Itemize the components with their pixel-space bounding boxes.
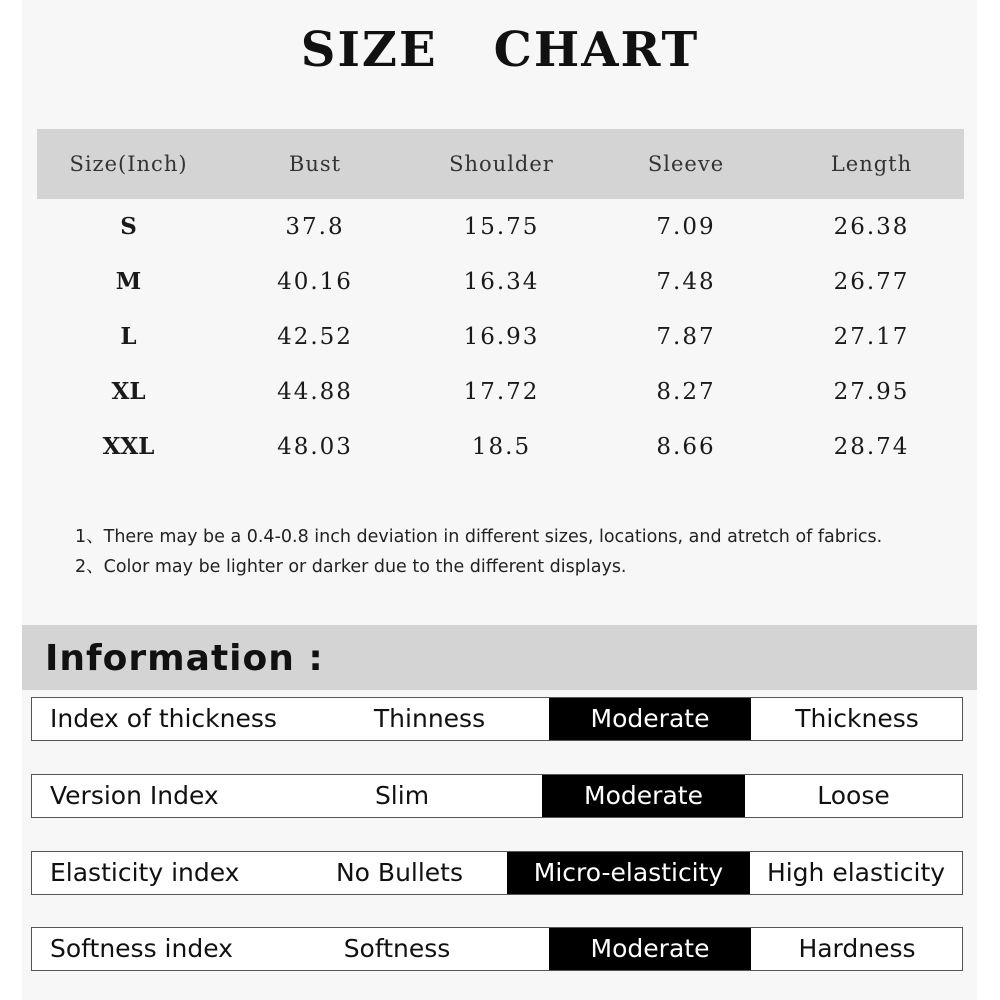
bust-cell: 40.16 (277, 268, 353, 295)
shoulder-cell: 17.72 (463, 378, 540, 405)
info-option: Thickness (795, 704, 919, 733)
bust-cell: 37.8 (285, 213, 345, 240)
sleeve-cell: 7.48 (656, 268, 716, 295)
bust-cell: 44.88 (277, 378, 353, 405)
info-option: Loose (817, 781, 890, 810)
info-row-thickness (31, 697, 963, 741)
table-row (37, 364, 964, 419)
table-header-row (37, 129, 964, 199)
length-cell: 26.38 (833, 213, 910, 240)
shoulder-cell: 18.5 (471, 433, 532, 460)
info-row-version (31, 774, 963, 818)
note-color: 2、Color may be lighter or darker due to the different displays. (75, 557, 627, 577)
shoulder-cell: 15.75 (463, 213, 540, 240)
table-row (37, 199, 964, 254)
length-cell: 27.95 (833, 378, 910, 405)
info-row-elasticity (31, 851, 963, 895)
info-label: Version Index (50, 781, 219, 810)
information-title: Information : (45, 638, 324, 679)
info-option: Slim (374, 781, 430, 810)
size-cell: S (120, 213, 137, 240)
header-shoulder: Shoulder (410, 129, 593, 199)
length-cell: 28.74 (833, 433, 910, 460)
note-deviation: 1、There may be a 0.4-0.8 inch deviation in different sizes, locations, and atretch of fabrics. (75, 527, 883, 547)
sleeve-cell: 7.09 (656, 213, 716, 240)
sleeve-cell: 8.27 (656, 378, 716, 405)
size-cell: M (115, 268, 142, 295)
info-option: Softness (343, 934, 451, 963)
size-cell: L (120, 323, 137, 350)
bust-cell: 48.03 (277, 433, 353, 460)
page-title: SIZE CHART (300, 22, 700, 78)
sleeve-cell: 8.66 (656, 433, 716, 460)
header-bust: Bust (220, 129, 410, 199)
bust-cell: 42.52 (277, 323, 353, 350)
info-label: Softness index (50, 934, 233, 963)
shoulder-cell: 16.34 (463, 268, 540, 295)
table-row (37, 254, 964, 309)
length-cell: 27.17 (833, 323, 910, 350)
header-size: Size(Inch) (37, 129, 220, 199)
info-option: Thinness (373, 704, 486, 733)
info-option: No Bullets (335, 858, 464, 887)
sleeve-cell: 7.87 (656, 323, 716, 350)
info-option-selected: Micro-elasticity (507, 852, 750, 894)
info-option: Hardness (798, 934, 916, 963)
info-option-selected: Moderate (549, 698, 751, 740)
table-row (37, 309, 964, 364)
info-label: Index of thickness (50, 704, 277, 733)
header-length: Length (779, 129, 964, 199)
length-cell: 26.77 (833, 268, 910, 295)
info-option-selected: Moderate (549, 928, 751, 970)
info-label: Elasticity index (50, 858, 240, 887)
shoulder-cell: 16.93 (463, 323, 540, 350)
info-option: High elasticity (766, 858, 946, 887)
size-notes (75, 522, 975, 582)
info-row-softness (31, 927, 963, 971)
header-sleeve: Sleeve (593, 129, 779, 199)
size-cell: XXL (102, 433, 155, 460)
size-cell: XL (111, 378, 146, 405)
table-row (37, 419, 964, 474)
size-chart-table (37, 129, 964, 474)
info-option-selected: Moderate (542, 775, 745, 817)
